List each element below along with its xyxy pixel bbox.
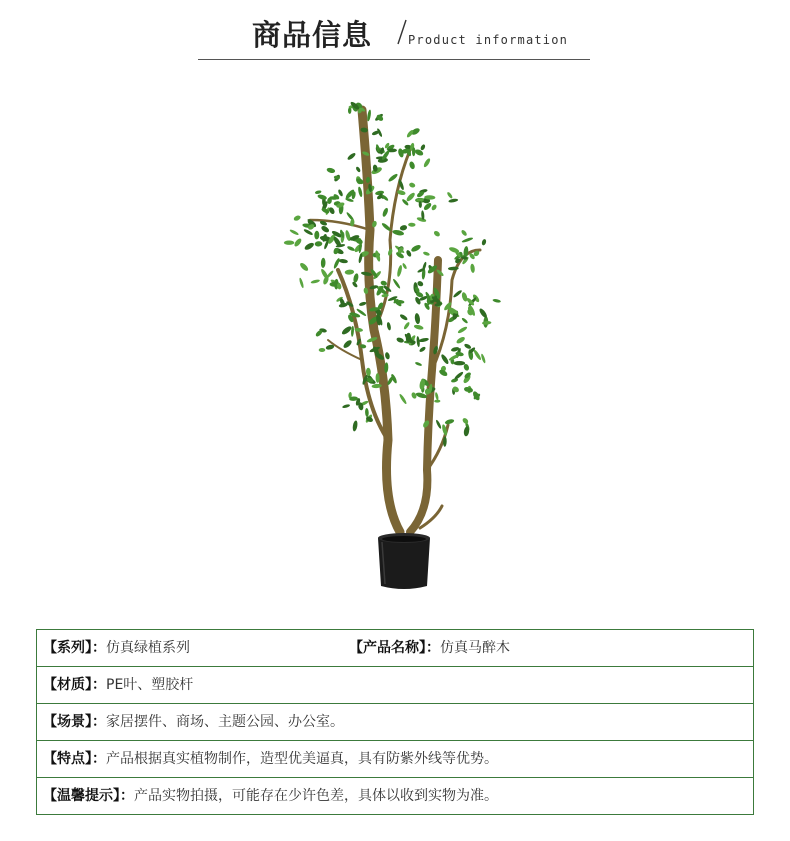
series-label: 【系列】： <box>43 640 106 656</box>
header-underline <box>198 59 590 60</box>
tree-foliage <box>284 101 501 447</box>
section-subtitle: Product information <box>408 33 569 47</box>
plant-pot-icon <box>378 533 430 589</box>
features-label: 【特点】： <box>43 751 106 767</box>
material-value: PE叶、塑胶杆 <box>106 677 194 693</box>
scene-value: 家居摆件、商场、主题公园、办公室。 <box>106 714 344 730</box>
potted-tree-product-image <box>270 80 510 600</box>
product-name-value: 仿真马醉木 <box>440 640 510 656</box>
features-cell <box>43 741 498 777</box>
material-label: 【材质】： <box>43 677 106 693</box>
info-row-notice <box>37 778 753 814</box>
product-name-cell <box>349 630 510 666</box>
notice-value: 产品实物拍摄，可能存在少许色差，具体以收到实物为准。 <box>134 788 498 804</box>
series-value: 仿真绿植系列 <box>106 640 190 656</box>
info-row-scene <box>37 704 753 741</box>
info-row-series <box>37 630 753 667</box>
series-cell <box>43 630 190 666</box>
info-row-features <box>37 741 753 778</box>
notice-label: 【温馨提示】： <box>43 788 134 804</box>
product-info-table <box>36 629 754 815</box>
scene-cell <box>43 704 344 740</box>
features-value: 产品根据真实植物制作，造型优美逼真，具有防紫外线等优势。 <box>106 751 498 767</box>
product-name-label: 【产品名称】： <box>349 640 440 656</box>
slash-divider-icon <box>396 18 408 46</box>
section-title: 商品信息 <box>252 18 373 52</box>
scene-label: 【场景】： <box>43 714 106 730</box>
notice-cell <box>43 778 498 814</box>
material-cell <box>43 667 193 703</box>
tree-trunk <box>310 110 480 532</box>
info-row-material <box>37 667 753 704</box>
section-header <box>198 0 590 62</box>
